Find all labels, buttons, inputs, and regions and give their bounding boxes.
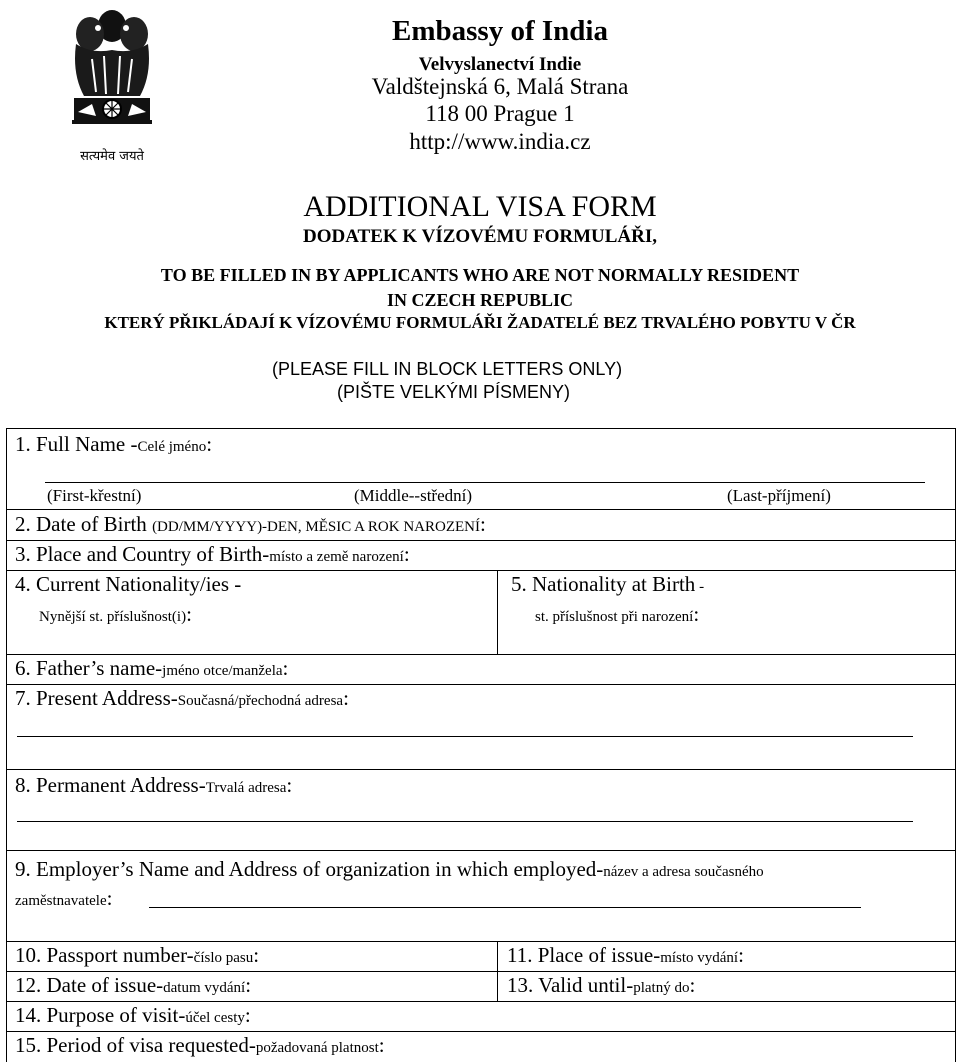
field-employer[interactable]: 9. Employer’s Name and Address of organization in which employed-název a adresa současného (15, 857, 764, 881)
embassy-subtitle: Velvyslanectví Indie (418, 54, 582, 75)
row-divider (7, 1031, 955, 1032)
row-divider (7, 684, 955, 685)
middle-name-label: (Middle--střední) (354, 486, 473, 505)
embassy-street: Valdštejnská 6, Malá Strana (371, 74, 629, 99)
last-name-label: (Last-příjmení) (727, 486, 831, 505)
field-passport-number[interactable]: 10. Passport number-číslo pasu: (15, 943, 260, 967)
field-permanent-address[interactable]: 8. Permanent Address-Trvalá adresa: (15, 773, 293, 797)
column-divider (497, 570, 498, 654)
field-place-of-issue[interactable]: 11. Place of issue-místo vydání: (507, 943, 744, 967)
field-present-address[interactable]: 7. Present Address-Současná/přechodná adresa: (15, 686, 349, 710)
row-divider (7, 540, 955, 541)
block-letters-note-czech: (PIŠTE VELKÝMI PÍSMENY) (337, 382, 571, 402)
row-divider (7, 941, 955, 942)
first-name-label: (First-křestní) (47, 486, 142, 505)
visa-form-table (6, 428, 956, 1062)
national-emblem-logo (62, 4, 162, 166)
row-divider (7, 850, 955, 851)
field-period-of-visa[interactable]: 15. Period of visa requested-požadovaná platnost: (15, 1033, 385, 1057)
form-title: ADDITIONAL VISA FORM (303, 190, 657, 223)
field-nationality-at-birth[interactable]: 5. Nationality at Birth - (511, 572, 705, 596)
row-divider (7, 570, 955, 571)
field-date-of-birth[interactable]: 2. Date of Birth (DD/MM/YYYY)-DEN, MĚSIC A ROK NAROZENÍ: (15, 512, 486, 536)
form-title-czech: DODATEK K VÍZOVÉMU FORMULÁŘI, (303, 226, 657, 247)
embassy-website: http://www.india.cz (409, 129, 591, 154)
field-full-name[interactable]: 1. Full Name -Celé jméno: (15, 432, 213, 456)
full-name-input-line[interactable] (45, 482, 925, 483)
row-divider (7, 654, 955, 655)
embassy-city: 118 00 Prague 1 (425, 101, 575, 126)
employer-input-line[interactable] (149, 907, 861, 908)
row-divider (7, 1001, 955, 1002)
present-address-input-line[interactable] (17, 736, 913, 737)
permanent-address-input-line[interactable] (17, 821, 913, 822)
nationality-at-birth-czech: st. příslušnost při narození: (535, 602, 700, 626)
row-divider (7, 769, 955, 770)
current-nationality-czech: Nynější st. příslušnost(i): (39, 602, 192, 626)
field-place-of-birth[interactable]: 3. Place and Country of Birth-místo a země narození: (15, 542, 410, 566)
field-current-nationality[interactable]: 4. Current Nationality/ies - (15, 572, 242, 596)
embassy-title: Embassy of India (392, 15, 608, 47)
row-divider (7, 971, 955, 972)
block-letters-note: (PLEASE FILL IN BLOCK LETTERS ONLY) (272, 359, 623, 379)
field-valid-until[interactable]: 13. Valid until-platný do: (507, 973, 696, 997)
applicants-note-line1: TO BE FILLED IN BY APPLICANTS WHO ARE NOT NORMALLY RESIDENT (160, 265, 800, 285)
emblem-motto: सत्यमेव जयते (80, 149, 144, 164)
employer-czech: zaměstnavatele: (15, 886, 113, 910)
field-father-name[interactable]: 6. Father’s name-jméno otce/manžela: (15, 656, 289, 680)
applicants-note-line2: IN CZECH REPUBLIC (386, 290, 574, 310)
row-divider (7, 509, 955, 510)
field-date-of-issue[interactable]: 12. Date of issue-datum vydání: (15, 973, 252, 997)
applicants-note-czech: KTERÝ PŘIKLÁDAJÍ K VÍZOVÉMU FORMULÁŘI ŽADATELÉ BEZ TRVALÉHO POBYTU V ČR (104, 313, 856, 332)
field-purpose-of-visit[interactable]: 14. Purpose of visit-účel cesty: (15, 1003, 251, 1027)
